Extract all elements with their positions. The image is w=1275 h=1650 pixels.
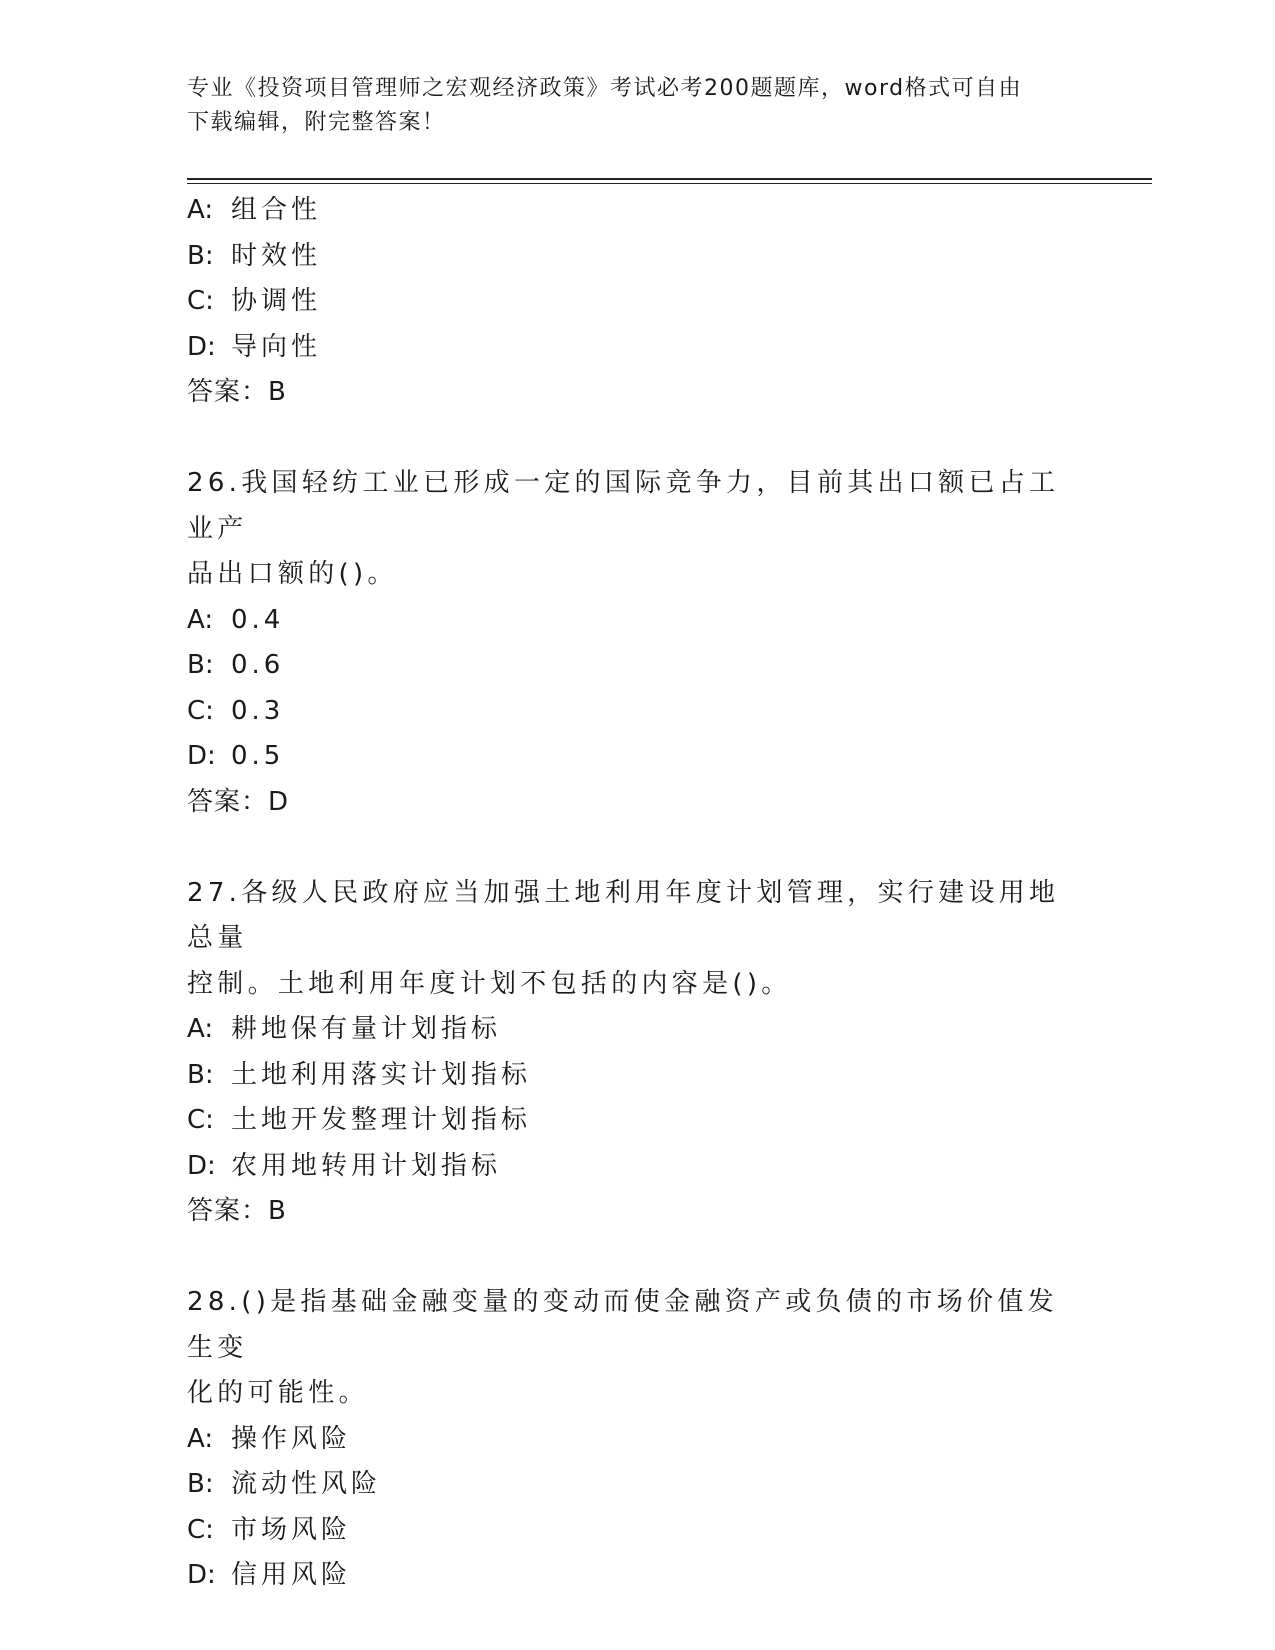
option-label: A: bbox=[187, 1014, 214, 1044]
option-c bbox=[187, 279, 1087, 325]
spacer bbox=[187, 416, 1087, 462]
option-d bbox=[187, 325, 1087, 371]
option-a bbox=[187, 1007, 1087, 1053]
option-label: B: bbox=[187, 240, 214, 271]
option-label: C: bbox=[187, 695, 214, 726]
option-text: 导向性 bbox=[231, 331, 322, 362]
option-label: D: bbox=[187, 1560, 216, 1590]
option-c bbox=[187, 1508, 1087, 1554]
option-b bbox=[187, 234, 1087, 280]
spacer bbox=[187, 1235, 1087, 1281]
answer-line: 答案：B bbox=[187, 377, 287, 407]
option-b bbox=[187, 1053, 1087, 1099]
option-label: B: bbox=[187, 1469, 214, 1499]
option-label: C: bbox=[187, 1105, 214, 1135]
answer-line: 答案：B bbox=[187, 1196, 287, 1226]
stem-line-1: 26.我国轻纺工业已形成一定的国际竞争力，目前其出口额已占工业产 bbox=[187, 468, 1060, 544]
option-label: D: bbox=[187, 1150, 216, 1181]
option-c bbox=[187, 689, 1087, 735]
option-text: 流动性风险 bbox=[231, 1469, 382, 1499]
option-text: 农用地转用计划指标 bbox=[231, 1150, 502, 1181]
question-list bbox=[187, 188, 1087, 1599]
answer-line: 答案：D bbox=[187, 786, 290, 817]
option-text: 时效性 bbox=[231, 240, 322, 271]
option-d bbox=[187, 1553, 1087, 1599]
question-28 bbox=[187, 1280, 1087, 1599]
stem-line-2: 控制。土地利用年度计划不包括的内容是()。 bbox=[187, 968, 792, 999]
option-label: D: bbox=[187, 331, 216, 362]
option-text: 信用风险 bbox=[231, 1560, 352, 1590]
question-27 bbox=[187, 871, 1087, 1235]
question-25 bbox=[187, 188, 1087, 416]
question-stem bbox=[187, 871, 1087, 1008]
option-d bbox=[187, 1144, 1087, 1190]
option-text: 协调性 bbox=[231, 286, 322, 316]
option-label: D: bbox=[187, 741, 216, 771]
option-text: 组合性 bbox=[231, 195, 322, 225]
option-b bbox=[187, 643, 1087, 689]
option-label: A: bbox=[187, 195, 214, 225]
option-label: B: bbox=[187, 1059, 214, 1090]
option-text: 土地开发整理计划指标 bbox=[231, 1105, 532, 1135]
document-header bbox=[187, 72, 1087, 140]
option-text: 0.4 bbox=[231, 604, 285, 635]
stem-line-1: 27.各级人民政府应当加强土地利用年度计划管理，实行建设用地总量 bbox=[187, 877, 1060, 953]
option-label: C: bbox=[187, 286, 214, 316]
option-a bbox=[187, 598, 1087, 644]
stem-line-2: 品出口额的()。 bbox=[187, 559, 398, 589]
option-text: 耕地保有量计划指标 bbox=[231, 1014, 502, 1044]
option-label: B: bbox=[187, 650, 214, 680]
question-stem bbox=[187, 1280, 1087, 1417]
option-label: C: bbox=[187, 1514, 214, 1545]
option-text: 操作风险 bbox=[231, 1423, 352, 1454]
header-divider-thick bbox=[187, 178, 1152, 180]
option-a bbox=[187, 188, 1087, 234]
option-label: A: bbox=[187, 1423, 214, 1454]
option-text: 0.6 bbox=[231, 650, 285, 680]
option-text: 0.3 bbox=[231, 695, 285, 726]
spacer bbox=[187, 825, 1087, 871]
stem-line-2: 化的可能性。 bbox=[187, 1378, 369, 1408]
option-text: 土地利用落实计划指标 bbox=[231, 1059, 532, 1090]
option-a bbox=[187, 1417, 1087, 1463]
header-line-1: 专业《投资项目管理师之宏观经济政策》考试必考200题题库，word格式可自由 bbox=[187, 76, 1023, 101]
question-26 bbox=[187, 461, 1087, 825]
option-text: 市场风险 bbox=[231, 1514, 352, 1545]
header-divider-thin bbox=[187, 183, 1152, 184]
option-b bbox=[187, 1462, 1087, 1508]
option-text: 0.5 bbox=[231, 741, 285, 771]
question-stem bbox=[187, 461, 1087, 598]
stem-line-1: 28.()是指基础金融变量的变动而使金融资产或负债的市场价值发生变 bbox=[187, 1287, 1058, 1363]
option-d bbox=[187, 734, 1087, 780]
header-line-2: 下载编辑，附完整答案！ bbox=[187, 110, 446, 135]
option-c bbox=[187, 1098, 1087, 1144]
option-label: A: bbox=[187, 604, 214, 635]
